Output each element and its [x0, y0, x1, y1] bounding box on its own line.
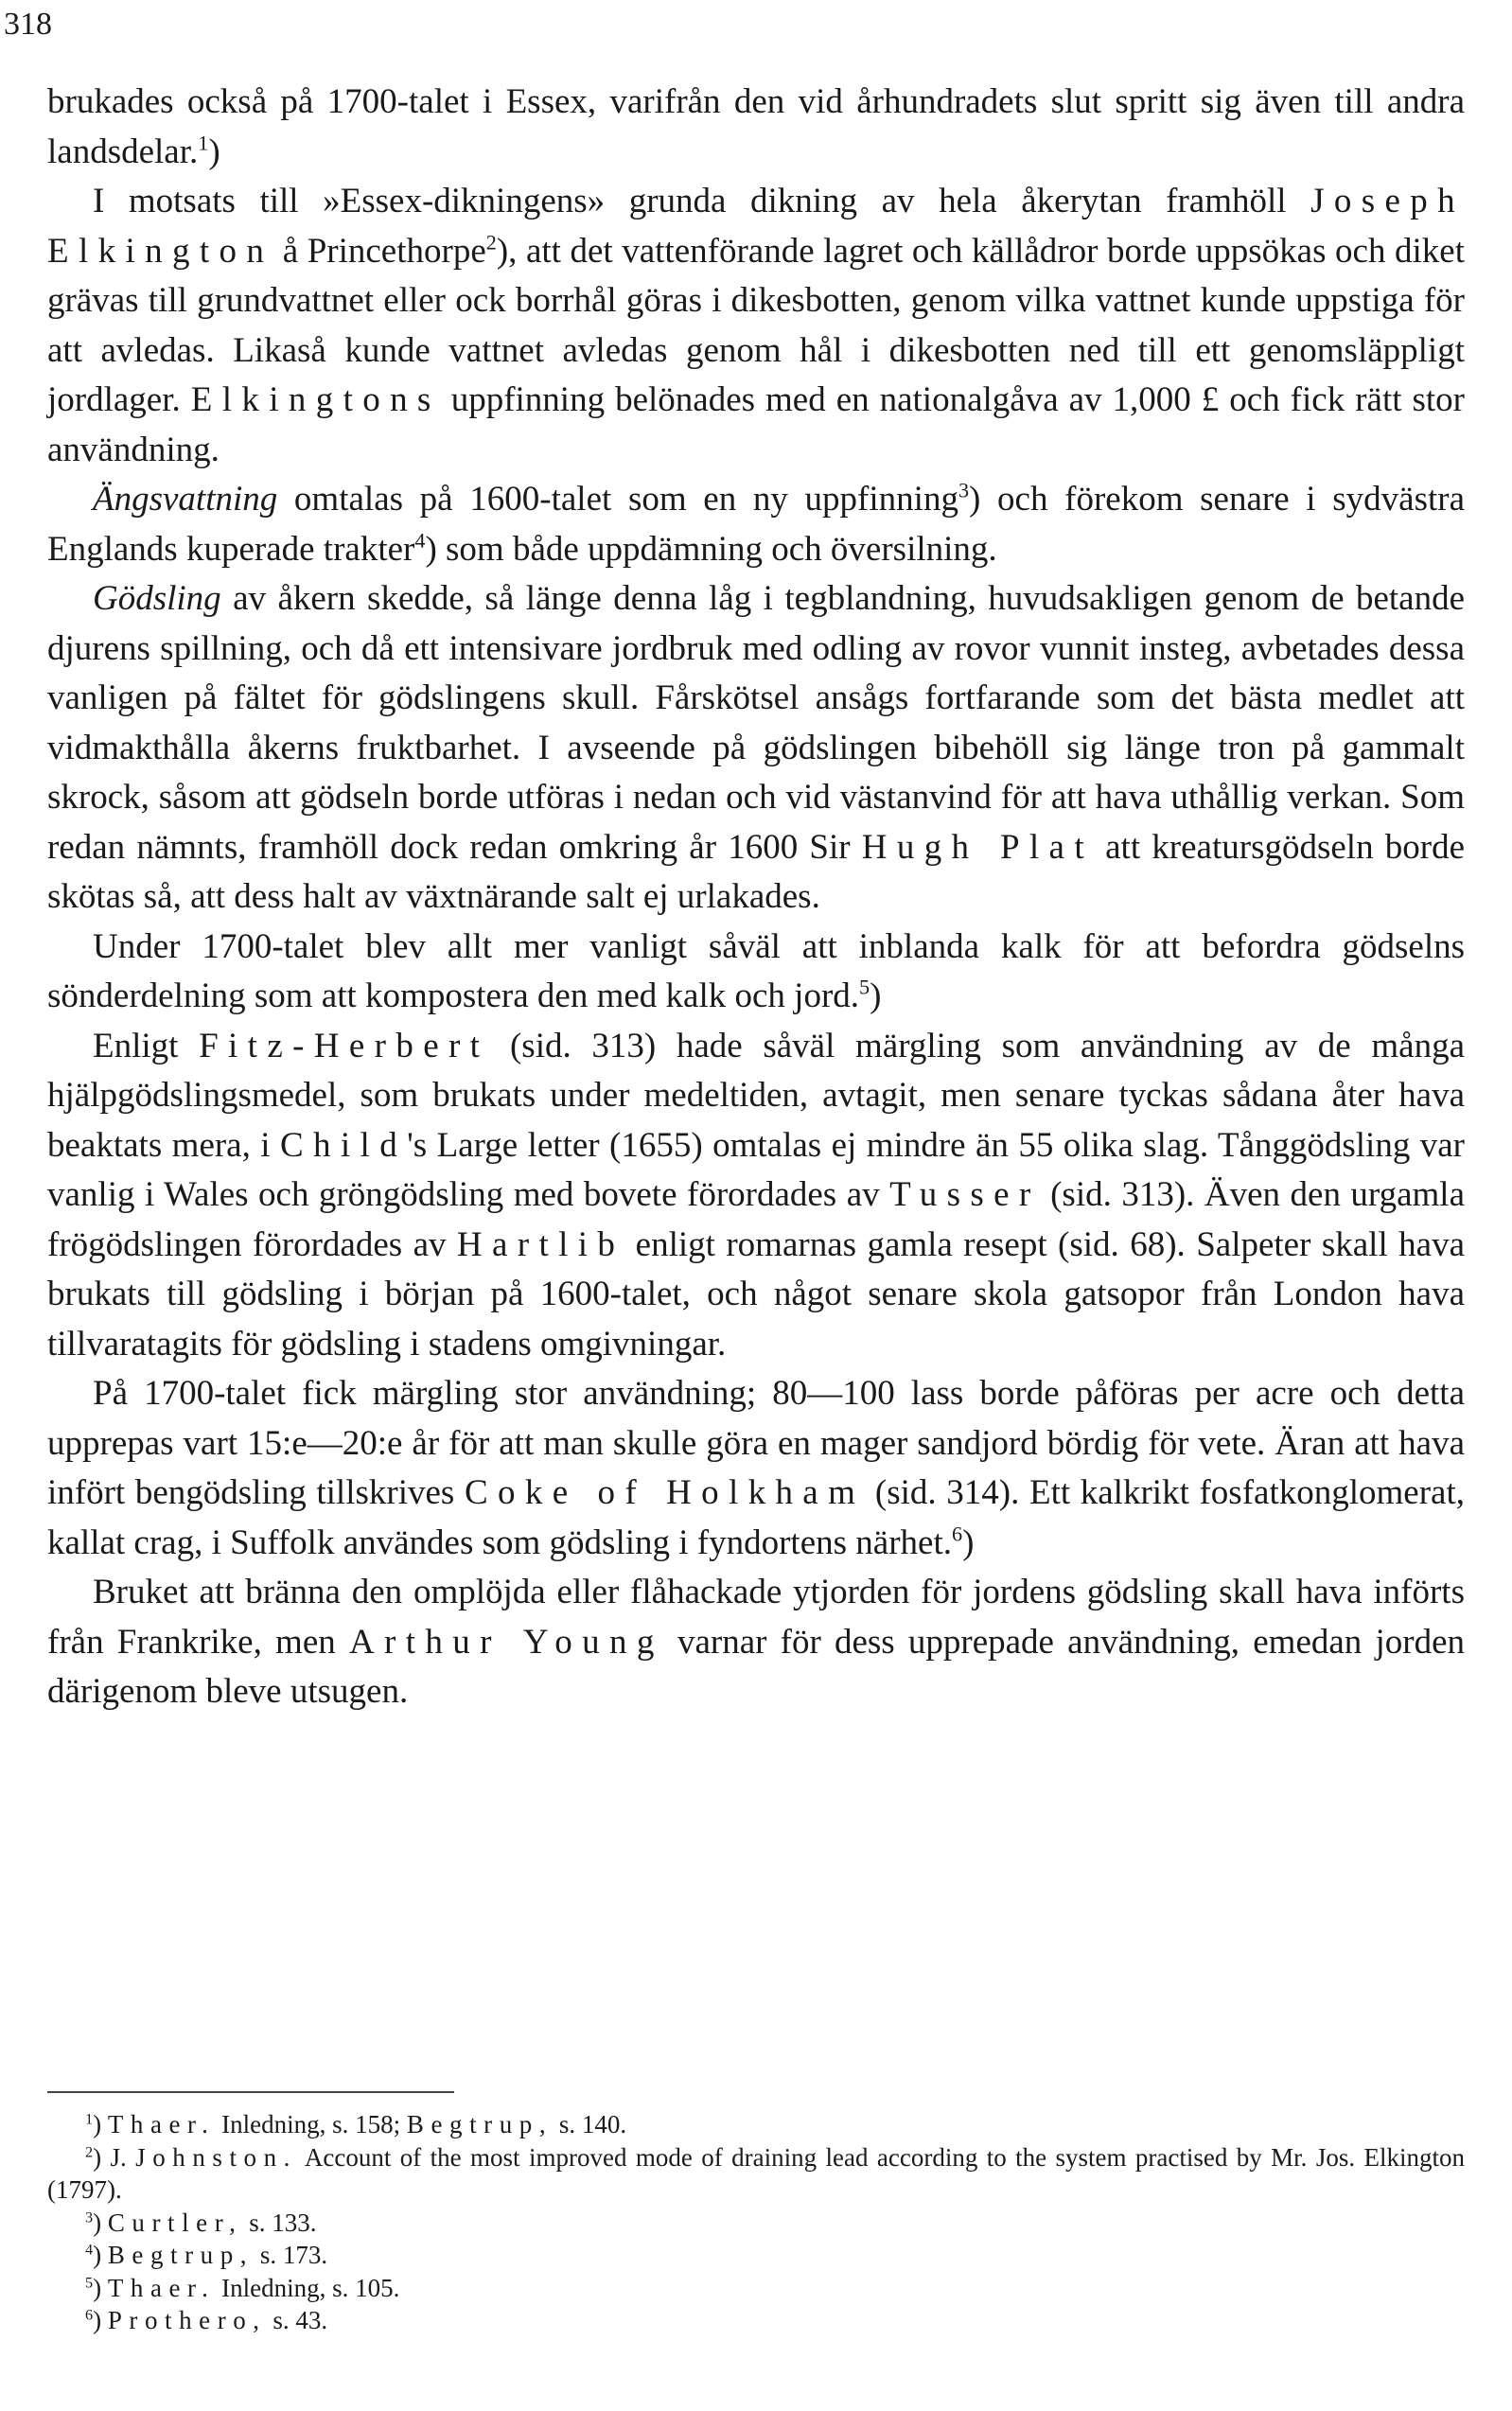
footnote-1: $^1$) Thaer. Inledning, s. 158; Begtrup, s. 140.	[85, 2110, 627, 2138]
footnote-3: $^3$) Curtler, s. 133.	[85, 2208, 317, 2237]
person-name: Fitz-Herbert	[199, 1026, 490, 1065]
body-text	[47, 78, 1465, 1717]
person-name: Coke of Holkham	[464, 1473, 866, 1512]
section-term: Ängsvattning	[93, 480, 278, 519]
person-name: Hugh Plat	[861, 827, 1094, 867]
footnote-6: $^6$) Prothero, s. 43.	[85, 2306, 328, 2334]
footnote-divider	[47, 2091, 454, 2093]
page-number: 318	[4, 7, 52, 42]
paragraph-1: brukades också på 1700-talet i Essex, varifrån den vid århundradets slut spritt sig även till andra landsdelar.$^1$)	[47, 82, 1465, 171]
paragraph-2: I motsats till »Essex-dikningens» grunda dikning av hela åkerytan framhöll Joseph Elkington å Princethorpe$^2$), att det vattenförande lagret och källådror borde uppsökas och diket grävas till grundvattnet eller ock borrhål göras i dikesbotten, genom vilka vattnet kunde uppstiga för att avledas. Likaså kunde vattnet avledas genom hål i dikesbotten ned till ett genomsläppligt jordlager. Elkingtons uppfinning belönades med en nationalgåva av 1,000 £ och fick rätt stor användning.	[47, 182, 1465, 469]
paragraph-7: På 1700-talet fick märgling stor användning; 80—100 lass borde påföras per acre och detta upprepas vart 15:e—20:e år för att man skulle göra en mager sandjord bördig för vete. Äran att hava infört bengödsling tillskrives Coke of Holkham (sid. 314). Ett kalkrikt fosfatkonglomerat, kallat crag, i Suffolk användes som gödsling i fyndortens närhet.$^6$)	[47, 1374, 1465, 1562]
person-name: Elkingtons	[190, 380, 441, 419]
paragraph-4: Gödsling av åkern skedde, så länge denna låg i tegblandning, huvudsakligen genom de betande djurens spillning, och då ett intensivare jordbruk med odling av rovor vunnit insteg, avbetades dessa vanligen på fältet för gödslingens skull. Fårskötsel ansågs fortfarande som det bästa medlet att vidmakthålla åkerns fruktbarhet. I avseende på gödslingen bibehöll sig länge tron på gammalt skrock, såsom att gödseln borde utföras i nedan och vid västanvind för att hava uthållig verkan. Som redan nämnts, framhöll dock redan omkring år 1600 Sir Hugh Plat att kreatursgödseln borde skötas så, att dess halt av växtnärande salt ej urlakades.	[47, 579, 1465, 916]
person-name: Joseph Elkington	[47, 182, 1465, 271]
footnote-ref-2[interactable]: 2	[485, 230, 497, 255]
footnote-ref-1[interactable]: 1	[198, 131, 209, 155]
paragraph-8: Bruket att bränna den omplöjda eller flåhackade ytjorden för jordens gödsling skall hava införts från Frankrike, men Arthur Young varnar för dess upprepade användning, emedan jorden därigenom bleve utsugen.	[47, 1573, 1466, 1711]
person-name: Hartlib	[456, 1224, 625, 1264]
footnote-4: $^4$) Begtrup, s. 173.	[85, 2241, 328, 2269]
person-name: Child	[280, 1125, 408, 1165]
person-name: Tusser	[889, 1175, 1041, 1214]
footnote-5: $^5$) Thaer. Inledning, s. 105.	[85, 2273, 400, 2302]
footnote-ref-6[interactable]: 6	[951, 1522, 963, 1546]
footnotes	[47, 2108, 1465, 2337]
footnote-ref-4[interactable]: 4	[414, 528, 426, 553]
footnote-ref-3[interactable]: 3	[958, 478, 970, 502]
paragraph-6: Enligt Fitz-Herbert (sid. 313) hade såväl märgling som användning av de många hjälpgödslingsmedel, som brukats under medeltiden, avtagit, men senare tyckas sådana åter hava beaktats mera, i Child's Large letter (1655) omtalas ej mindre än 55 olika slag. Tånggödsling var vanlig i Wales och gröngödsling med bovete förordades av Tusser (sid. 313). Även den urgamla frögödslingen förordades av Hartlib enligt romarnas gamla resept (sid. 68). Salpeter skall hava brukats till gödsling i början på 1600-talet, och något senare skola gatsopor från London hava tillvaratagits för gödsling i stadens omgivningar.	[47, 1026, 1466, 1364]
section-term: Gödsling	[93, 579, 221, 618]
paragraph-5: Under 1700-talet blev allt mer vanligt såväl att inblanda kalk för att befordra gödselns sönderdelning som att kompostera den med kalk och jord.$^5$)	[47, 926, 1465, 1015]
footnote-2: $^2$) J. Johnston. Account of the most improved mode of draining lead according to the system practised by Mr. Jos. Elkington (1797).	[47, 2142, 1465, 2204]
paragraph-3: Ängsvattning omtalas på 1600-talet som en ny uppfinning$^3$) och förekom senare i sydvästra Englands kuperade trakter$^4$) som både uppdämning och översilning.	[47, 478, 1465, 569]
footnote-ref-5[interactable]: 5	[859, 975, 870, 999]
person-name: Arthur Young	[348, 1622, 664, 1662]
